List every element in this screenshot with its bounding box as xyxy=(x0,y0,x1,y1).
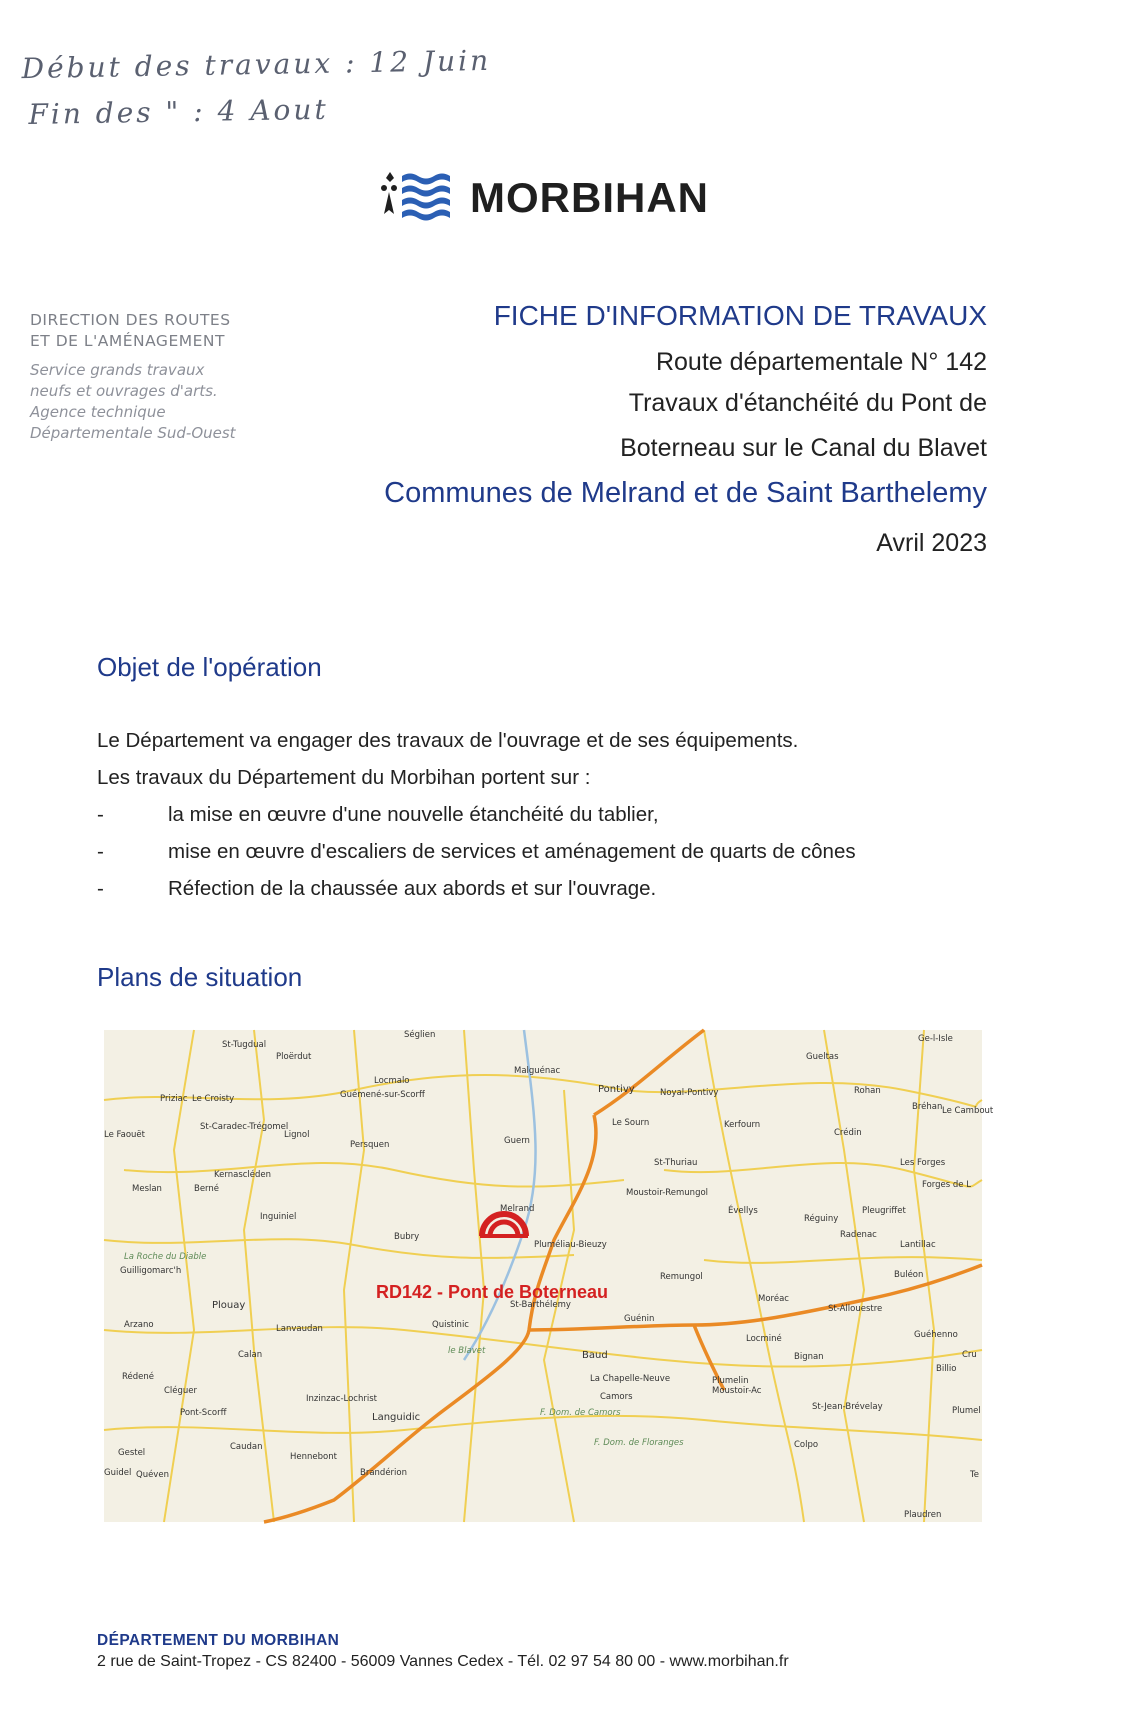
map-place: Guémené-sur-Scorff xyxy=(340,1090,425,1100)
communes: Communes de Melrand et de Saint Barthelemy xyxy=(384,477,987,509)
bridge-callout-label: RD142 - Pont de Boterneau xyxy=(376,1282,609,1302)
map-place: Inguiniel xyxy=(260,1212,297,1222)
map-place: Calan xyxy=(238,1350,263,1360)
service-line-1: Service grands travaux xyxy=(30,361,205,379)
map-place: Brandérion xyxy=(360,1468,407,1478)
map-place: Lantillac xyxy=(900,1240,936,1250)
map-place: Guénin xyxy=(624,1314,655,1324)
document-title: FICHE D'INFORMATION DE TRAVAUX xyxy=(493,300,987,331)
map-place: Caudan xyxy=(230,1442,263,1452)
objet-paragraph-2: Les travaux du Département du Morbihan portent sur : xyxy=(97,766,591,789)
map-place: Malguénac xyxy=(514,1066,561,1076)
direction-line-2: ET DE L'AMÉNAGEMENT xyxy=(30,332,225,350)
map-place: La Chapelle-Neuve xyxy=(590,1374,671,1384)
map-place: Lanvaudan xyxy=(276,1324,323,1334)
objet-body xyxy=(97,728,997,913)
morbihan-logo xyxy=(380,168,709,228)
handwritten-note xyxy=(21,38,492,138)
map-place: Bubry xyxy=(394,1232,420,1242)
map-place: St-Caradec-Trégomel xyxy=(200,1122,289,1132)
map-place: Lignol xyxy=(284,1130,310,1140)
handwritten-start-date: Début des travaux : 12 Juin xyxy=(21,43,492,86)
map-place: Inzinzac-Lochrist xyxy=(306,1394,377,1404)
direction-line-1: DIRECTION DES ROUTES xyxy=(30,311,231,329)
map-place: Quistinic xyxy=(432,1320,469,1330)
map-place: Plumel xyxy=(952,1406,981,1416)
map-place: Rohan xyxy=(854,1086,881,1096)
section-title-objet: Objet de l'opération xyxy=(97,652,322,682)
service-line-3: Agence technique xyxy=(30,403,166,421)
map-place: Noyal-Pontivy xyxy=(660,1088,719,1098)
list-item: - la mise en œuvre d'une nouvelle étanchéité du tablier, xyxy=(97,803,659,826)
works-line-1: Travaux d'étanchéité du Pont de xyxy=(628,389,987,417)
service-text xyxy=(30,360,290,444)
works-list xyxy=(97,802,997,902)
map-place: le Blavet xyxy=(448,1346,486,1356)
section-title-plans: Plans de situation xyxy=(97,962,303,992)
map-place: Pontivy xyxy=(598,1084,635,1095)
map-place: Évellys xyxy=(728,1206,758,1216)
map-place: Priziac xyxy=(160,1094,188,1104)
map-place: Cléguer xyxy=(164,1386,198,1396)
logo-wordmark: MORBIHAN xyxy=(470,174,709,221)
map-place: Réguiny xyxy=(804,1214,839,1224)
map-place: Languidic xyxy=(372,1412,421,1423)
map-place: Guern xyxy=(504,1136,530,1146)
issuing-service-block xyxy=(30,310,290,444)
document-header xyxy=(347,298,987,563)
document-date: Avril 2023 xyxy=(876,529,987,557)
map-place: F. Dom. de Camors xyxy=(540,1408,621,1418)
map-place: Quéven xyxy=(136,1470,169,1480)
map-place: Hennebont xyxy=(290,1452,337,1462)
map-place: La Roche du Diable xyxy=(124,1252,207,1262)
map-place: St-Thuriau xyxy=(654,1158,698,1168)
map-place: Cru xyxy=(962,1350,977,1360)
map-place: Plouay xyxy=(212,1300,246,1311)
map-place: Le Faouët xyxy=(104,1130,145,1140)
map-place: Gestel xyxy=(118,1448,146,1458)
map-place: Pluméliau-Bieuzy xyxy=(534,1240,607,1250)
map-place: Le Sourn xyxy=(612,1118,650,1128)
map-place: Berné xyxy=(194,1184,220,1194)
map-place: Crédin xyxy=(834,1128,862,1138)
map-place: Te xyxy=(970,1470,979,1480)
map-place: Ploërdut xyxy=(276,1052,312,1062)
map-place: Remungol xyxy=(660,1272,703,1282)
map-place: Baud xyxy=(582,1350,608,1361)
map-place: Camors xyxy=(600,1392,633,1402)
map-place: Meslan xyxy=(132,1184,162,1194)
service-line-2: neufs et ouvrages d'arts. xyxy=(30,382,218,400)
map-place: F. Dom. de Floranges xyxy=(594,1438,684,1448)
map-place: Forges de L xyxy=(922,1180,971,1190)
map-place: Radenac xyxy=(840,1230,877,1240)
map-place: Guilligomarc'h xyxy=(120,1266,182,1276)
map-place: Locminé xyxy=(746,1334,782,1344)
footer-address: 2 rue de Saint-Tropez - CS 82400 - 56009 Vannes Cedex - Tél. 02 97 54 80 00 - www.morbihan.fr xyxy=(97,1653,789,1670)
map-place: Persquen xyxy=(350,1140,390,1150)
map-place: Pont-Scorff xyxy=(180,1408,227,1418)
map-place: Pleugriffet xyxy=(862,1206,906,1216)
map-place: St-Tugdual xyxy=(222,1040,267,1050)
objet-paragraph-1: Le Département va engager des travaux de l'ouvrage et de ses équipements. xyxy=(97,729,799,752)
map-place: Gueltas xyxy=(806,1052,839,1062)
map-place: Guidel xyxy=(104,1468,132,1478)
list-item: - Réfection de la chaussée aux abords et sur l'ouvrage. xyxy=(97,877,657,900)
map-place: Buléon xyxy=(894,1270,924,1280)
handwritten-end-date: Fin des " : 4 Aout xyxy=(28,92,329,131)
map-place: Moustoir-Ac xyxy=(712,1386,762,1396)
map-place: Melrand xyxy=(500,1204,535,1214)
service-line-4: Départementale Sud-Ouest xyxy=(30,424,236,442)
map-place: Moréac xyxy=(758,1294,789,1304)
map-place: Guéhenno xyxy=(914,1330,958,1340)
map-place: St-Jean-Brévelay xyxy=(812,1402,883,1412)
footer-department: DÉPARTEMENT DU MORBIHAN xyxy=(97,1632,340,1649)
map-place: Plaudren xyxy=(904,1510,942,1520)
map-place: St-Allouestre xyxy=(828,1304,883,1314)
footer xyxy=(97,1632,789,1671)
map-place: Le Cambout xyxy=(942,1106,994,1116)
map-place: Bréhan xyxy=(912,1102,943,1112)
map-place: Le Croisty xyxy=(192,1094,235,1104)
map-place: Séglien xyxy=(404,1030,436,1040)
ermine-waves-icon xyxy=(380,168,458,228)
map-place: Colpo xyxy=(794,1440,819,1450)
map-place: Bignan xyxy=(794,1352,824,1362)
map-place: Rédené xyxy=(122,1372,154,1382)
map-place: Arzano xyxy=(124,1320,154,1330)
map-place: Les Forges xyxy=(900,1158,946,1168)
location-map xyxy=(104,1030,994,1522)
route-number: Route départementale N° 142 xyxy=(655,348,987,376)
map-place: St-Barthélemy xyxy=(510,1300,571,1310)
map-place: Moustoir-Remungol xyxy=(626,1188,709,1198)
map-place: Kerfourn xyxy=(724,1120,761,1130)
map-place: Locmalo xyxy=(374,1076,410,1086)
map-place: Kernascléden xyxy=(214,1170,272,1180)
list-item: - mise en œuvre d'escaliers de services et aménagement de quarts de cônes xyxy=(97,840,856,863)
map-place: Billio xyxy=(936,1364,957,1374)
map-place: Plumelin xyxy=(712,1376,749,1386)
map-place: Ge-l-Isle xyxy=(918,1034,953,1044)
works-line-2: Boterneau sur le Canal du Blavet xyxy=(620,434,987,462)
